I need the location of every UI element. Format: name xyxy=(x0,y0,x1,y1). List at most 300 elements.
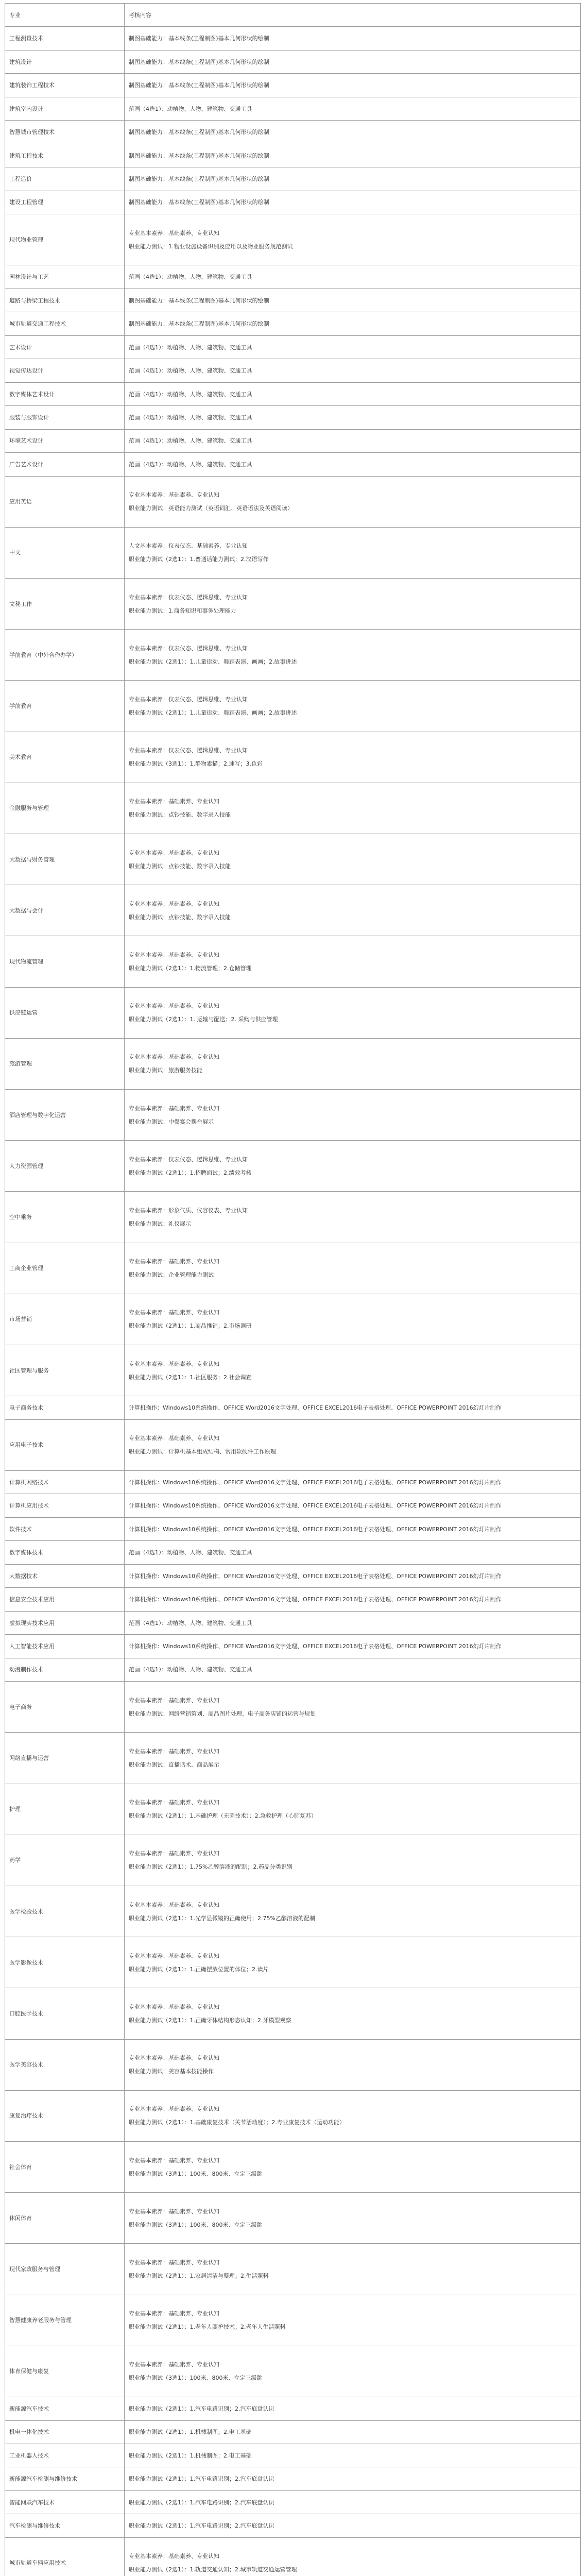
content-cell xyxy=(125,987,581,1038)
table-row xyxy=(5,2346,581,2397)
content-line: 专业基本素养：基础素养、专业认知 xyxy=(129,1054,219,1061)
content-line: 职业能力测试（2选1）：1. 运输与配送；2. 采购与供应管理 xyxy=(129,1016,278,1023)
table-row xyxy=(5,2397,581,2420)
major-cell: 软件技术 xyxy=(5,1517,125,1540)
table-row xyxy=(5,265,581,289)
content-line: 职业能力测试（2选1）：1.正确摆放位置的体位；2.读片 xyxy=(129,1965,269,1973)
major-cell: 社会体育 xyxy=(5,2142,125,2193)
table-row xyxy=(5,2142,581,2193)
major-cell: 体育保健与康复 xyxy=(5,2346,125,2397)
content-line: 人文基本素养：仪表仪态、基础素养、专业认知 xyxy=(129,543,248,550)
content-line: 职业能力测试：礼仪展示 xyxy=(129,1221,191,1228)
major-cell: 服装与服饰设计 xyxy=(5,406,125,429)
table-row xyxy=(5,359,581,382)
table-row xyxy=(5,453,581,476)
major-cell: 学前教育 xyxy=(5,681,125,732)
table-row xyxy=(5,1784,581,1835)
content-cell xyxy=(125,1611,581,1634)
content-cell xyxy=(125,1294,581,1345)
major-cell: 环境艺术设计 xyxy=(5,429,125,452)
major-cell: 现代物流管理 xyxy=(5,936,125,987)
table-row xyxy=(5,936,581,987)
major-cell: 大数据与财务管理 xyxy=(5,834,125,885)
table-row xyxy=(5,1141,581,1192)
table-row xyxy=(5,1038,581,1089)
table-row xyxy=(5,1937,581,1988)
content-line: 专业基本素养：基础素养、专业认知 xyxy=(129,2157,219,2164)
table-row xyxy=(5,987,581,1038)
content-cell xyxy=(125,429,581,452)
content-cell xyxy=(125,681,581,732)
content-cell xyxy=(125,1419,581,1470)
content-line: 职业能力测试（2选1）：1.商品推销；2.市场调研 xyxy=(129,1323,252,1330)
content-line: 职业能力测试：计算机基本组成结构、常用软硬件工作原理 xyxy=(129,1448,276,1455)
table-row xyxy=(5,289,581,312)
content-cell xyxy=(125,2346,581,2397)
content-cell xyxy=(125,834,581,885)
content-line: 计算机操作：Windows10系统操作、OFFICE Word2016文字处理、OFFICE EXCEL2016电子表格处理、OFFICE POWERPOINT 2016幻灯片制作 xyxy=(129,1404,502,1412)
content-line: 职业能力测试（2选1）：1.招聘面试；2.绩效考核 xyxy=(129,1169,252,1176)
content-line: 职业能力测试（2选1）：1.普通话能力测试；2.汉语写作 xyxy=(129,556,269,563)
table-row xyxy=(5,834,581,885)
content-line: 职业能力测试：1.商务知识和事务处理能力 xyxy=(129,607,236,614)
table-row xyxy=(5,2444,581,2467)
table-row xyxy=(5,2244,581,2295)
content-cell xyxy=(125,885,581,936)
content-line: 职业能力测试：美容基本技能操作 xyxy=(129,2068,214,2075)
content-line: 专业基本素养：基础素养、专业认知 xyxy=(129,2259,219,2266)
table-body xyxy=(5,4,581,2576)
content-line: 职业能力测试：旅游服务技能 xyxy=(129,1067,202,1074)
table-row xyxy=(5,1494,581,1517)
table-row xyxy=(5,2514,581,2537)
content-cell xyxy=(125,335,581,359)
content-line: 范画（4选1）：动植物、人物、建筑物、交通工具 xyxy=(129,437,252,445)
table-row xyxy=(5,1470,581,1494)
content-line: 专业基本素养：基础素养、专业认知 xyxy=(129,1952,219,1959)
major-cell: 数字媒体艺术设计 xyxy=(5,382,125,405)
content-cell xyxy=(125,579,581,630)
content-line: 范画（4选1）：动植物、人物、建筑物、交通工具 xyxy=(129,105,252,112)
major-cell: 智能网联汽车技术 xyxy=(5,2490,125,2514)
content-cell xyxy=(125,1635,581,1658)
content-line: 范画（4选1）：动植物、人物、建筑物、交通工具 xyxy=(129,274,252,281)
content-line: 专业基本素养：仪表仪态、逻辑思维、专业认知 xyxy=(129,747,248,754)
content-cell xyxy=(125,1682,581,1733)
content-line: 专业基本素养：基础素养、专业认知 xyxy=(129,1258,219,1265)
content-line: 专业基本素养：基础素养、专业认知 xyxy=(129,2310,219,2317)
major-cell: 建筑设计 xyxy=(5,50,125,73)
major-cell: 城市轨道车辆应用技术 xyxy=(5,2537,125,2576)
table-row xyxy=(5,1396,581,1419)
table-row xyxy=(5,1090,581,1141)
content-line: 专业基本素养：基础素养、专业认知 xyxy=(129,900,219,907)
content-line: 职业能力测试（2选1）：1.正确牙体结构形态认知；2.牙模型观察 xyxy=(129,2017,291,2024)
content-line: 职业能力测试（2选1）：1.儿童律动、舞蹈表演、画画；2.故事讲述 xyxy=(129,658,297,665)
content-cell xyxy=(125,1141,581,1192)
table-row xyxy=(5,2537,581,2576)
major-cell: 学前教育（中外合作办学） xyxy=(5,630,125,681)
content-cell xyxy=(125,1243,581,1294)
major-cell: 城市轨道交通工程技术 xyxy=(5,312,125,335)
major-cell: 网络直播与运营 xyxy=(5,1733,125,1784)
content-line: 职业能力测试（2选1）：1.光学显微镜的正确使用；2.75%乙醇溶液的配制 xyxy=(129,1914,315,1922)
major-cell: 应用电子技术 xyxy=(5,1419,125,1470)
major-cell: 机电一体化技术 xyxy=(5,2420,125,2444)
content-cell xyxy=(125,1564,581,1587)
table-row xyxy=(5,2467,581,2490)
content-line: 专业基本素养：基础素养、专业认知 xyxy=(129,1309,219,1316)
content-cell xyxy=(125,2444,581,2467)
content-cell xyxy=(125,1345,581,1396)
content-line: 范画（4选1）：动植物、人物、建筑物、交通工具 xyxy=(129,367,252,375)
content-cell xyxy=(125,74,581,97)
content-line: 制图基础能力：基本线条(工程制图)基本几何形状的绘制 xyxy=(129,152,269,159)
table-row xyxy=(5,527,581,578)
table-row xyxy=(5,1419,581,1470)
content-cell xyxy=(125,1658,581,1681)
content-line: 专业基本素养：基础素养、专业认知 xyxy=(129,1697,219,1704)
content-line: 专业基本素养：形象气质、仪容仪表、专业认知 xyxy=(129,1207,248,1214)
major-cell: 动漫制作技术 xyxy=(5,1658,125,1681)
content-line: 专业基本素养：基础素养、专业认知 xyxy=(129,1003,219,1010)
content-cell xyxy=(125,1784,581,1835)
major-cell: 虚拟现实技术应用 xyxy=(5,1611,125,1634)
content-line: 职业能力测试（2选1）：1.机械制图；2.电工基础 xyxy=(129,2452,252,2459)
content-line: 专业基本素养：基础素养、专业认知 xyxy=(129,849,219,856)
major-cell: 建筑装饰工程技术 xyxy=(5,74,125,97)
major-cell: 现代物业管理 xyxy=(5,214,125,265)
content-cell xyxy=(125,630,581,681)
content-line: 计算机操作：Windows10系统操作、OFFICE Word2016文字处理、OFFICE EXCEL2016电子表格处理、OFFICE POWERPOINT 2016幻灯片制作 xyxy=(129,1596,502,1603)
content-line: 专业基本素养：仪表仪态、逻辑思维、专业认知 xyxy=(129,594,248,601)
content-cell xyxy=(125,1470,581,1494)
content-line: 计算机操作：Windows10系统操作、OFFICE Word2016文字处理、OFFICE EXCEL2016电子表格处理、OFFICE POWERPOINT 2016幻灯片制作 xyxy=(129,1572,502,1580)
major-cell: 供应链运营 xyxy=(5,987,125,1038)
table-row xyxy=(5,1835,581,1886)
content-line: 范画（4选1）：动植物、人物、建筑物、交通工具 xyxy=(129,414,252,421)
table-row xyxy=(5,2090,581,2141)
major-cell: 建筑室内设计 xyxy=(5,97,125,120)
content-cell xyxy=(125,1090,581,1141)
content-cell xyxy=(125,50,581,73)
content-cell xyxy=(125,2514,581,2537)
content-line: 职业能力测试：点钞技能、数字录入技能 xyxy=(129,913,231,921)
table-row xyxy=(5,1658,581,1681)
content-line: 职业能力测试（2选1）：1.基础康复技术（关节活动度）；2.专业康复技术（运动功能） xyxy=(129,2119,345,2126)
major-cell: 金融服务与管理 xyxy=(5,783,125,834)
table-row xyxy=(5,406,581,429)
content-line: 职业能力测试（3选1）：1.静物素描；2.速写；3.色彩 xyxy=(129,760,263,768)
content-cell xyxy=(125,359,581,382)
content-line: 专业基本素养：基础素养、专业认知 xyxy=(129,2055,219,2062)
content-line: 职业能力测试（2选1）：1.汽车电路识别；2.汽车底盘认识 xyxy=(129,2405,274,2412)
content-line: 职业能力测试（2选1）：1.老年人照护技术；2.老年人生活照料 xyxy=(129,2324,286,2331)
content-line: 职业能力测试：英语能力测试（英语词汇、英语语法及英语阅读） xyxy=(129,505,293,512)
content-line: 职业能力测试（3选1）：100米、800米、立定三级跳 xyxy=(129,2221,263,2228)
table-row xyxy=(5,1635,581,1658)
content-line: 专业基本素养：基础素养、专业认知 xyxy=(129,1748,219,1755)
major-cell: 新能源汽车技术 xyxy=(5,2397,125,2420)
content-line: 计算机操作：Windows10系统操作、OFFICE Word2016文字处理、OFFICE EXCEL2016电子表格处理、OFFICE POWERPOINT 2016幻灯片制作 xyxy=(129,1479,502,1486)
content-cell xyxy=(125,1541,581,1564)
table-row xyxy=(5,1588,581,1611)
content-cell xyxy=(125,191,581,214)
table-row xyxy=(5,2295,581,2346)
major-cell: 社区管理与服务 xyxy=(5,1345,125,1396)
table-row xyxy=(5,1517,581,1540)
content-line: 专业基本素养：基础素养、专业认知 xyxy=(129,1799,219,1806)
content-cell xyxy=(125,732,581,783)
content-line: 职业能力测试（2选1）：1.汽车电路识别；2.汽车底盘认识 xyxy=(129,2499,274,2506)
content-line: 职业能力测试：中餐宴会摆台展示 xyxy=(129,1118,214,1125)
content-line: 专业基本素养：基础素养、专业认知 xyxy=(129,2208,219,2215)
content-cell xyxy=(125,1494,581,1517)
major-cell: 智慧城市管理技术 xyxy=(5,121,125,144)
content-line: 范画（4选1）：动植物、人物、建筑物、交通工具 xyxy=(129,1666,252,1673)
content-line: 职业能力测试（2选1）：1.汽车电路识别；2.汽车底盘认识 xyxy=(129,2522,274,2530)
major-cell: 建筑工程技术 xyxy=(5,144,125,167)
content-line: 职业能力测试：企业管理能力测试 xyxy=(129,1272,214,1279)
content-cell xyxy=(125,214,581,265)
major-cell: 大数据与会计 xyxy=(5,885,125,936)
content-cell xyxy=(125,121,581,144)
table-row xyxy=(5,1564,581,1587)
table-row xyxy=(5,1682,581,1733)
table-row xyxy=(5,1294,581,1345)
content-line: 职业能力测试（2选1）：1.75%乙醇溶液的配制；2.药品分类识别 xyxy=(129,1863,292,1871)
table-row xyxy=(5,144,581,167)
major-cell: 应用英语 xyxy=(5,476,125,527)
content-line: 范画（4选1）：动植物、人物、建筑物、交通工具 xyxy=(129,344,252,351)
major-cell: 视觉传达设计 xyxy=(5,359,125,382)
content-line: 专业基本素养：基础素养、专业认知 xyxy=(129,229,219,236)
content-line: 专业基本素养：基础素养、专业认知 xyxy=(129,492,219,499)
table-row xyxy=(5,382,581,405)
content-line: 专业基本素养：基础素养、专业认知 xyxy=(129,1850,219,1857)
exam-content-table xyxy=(5,3,581,2576)
table-row xyxy=(5,681,581,732)
content-line: 专业基本素养：基础素养、专业认知 xyxy=(129,1435,219,1442)
content-cell xyxy=(125,1886,581,1937)
table-row xyxy=(5,167,581,191)
content-cell xyxy=(125,144,581,167)
major-cell: 人工智能技术应用 xyxy=(5,1635,125,1658)
major-cell: 药学 xyxy=(5,1835,125,1886)
major-cell: 市场营销 xyxy=(5,1294,125,1345)
content-cell xyxy=(125,2244,581,2295)
major-cell: 旅游管理 xyxy=(5,1038,125,1089)
major-cell: 口腔医学技术 xyxy=(5,1988,125,2039)
major-cell: 医学检验技术 xyxy=(5,1886,125,1937)
major-cell: 人力资源管理 xyxy=(5,1141,125,1192)
content-cell xyxy=(125,2142,581,2193)
major-cell: 建设工程管理 xyxy=(5,191,125,214)
major-cell: 工业机器人技术 xyxy=(5,2444,125,2467)
table-row xyxy=(5,630,581,681)
content-cell xyxy=(125,167,581,191)
header-content: 考核内容 xyxy=(125,4,581,27)
major-cell: 大数据技术 xyxy=(5,1564,125,1587)
content-cell xyxy=(125,1988,581,2039)
major-cell: 休闲体育 xyxy=(5,2193,125,2244)
content-line: 专业基本素养：基础素养、专业认知 xyxy=(129,2106,219,2113)
content-cell xyxy=(125,265,581,289)
content-cell xyxy=(125,1588,581,1611)
content-cell xyxy=(125,476,581,527)
major-cell: 康复治疗技术 xyxy=(5,2090,125,2141)
content-cell xyxy=(125,27,581,50)
content-line: 范画（4选1）：动植物、人物、建筑物、交通工具 xyxy=(129,1549,252,1556)
table-header-row xyxy=(5,4,581,27)
content-line: 职业能力测试：点钞技能、数字录入技能 xyxy=(129,862,231,870)
major-cell: 汽车检测与维修技术 xyxy=(5,2514,125,2537)
table-row xyxy=(5,335,581,359)
header-major: 专业 xyxy=(5,4,125,27)
content-line: 职业能力测试（2选1）：1.社区服务；2.社会调查 xyxy=(129,1374,252,1381)
content-line: 职业能力测试（2选1）：1.机械制图；2.电工基础 xyxy=(129,2429,252,2436)
table-row xyxy=(5,783,581,834)
content-line: 专业基本素养：基础素养、专业认知 xyxy=(129,2553,219,2560)
content-cell xyxy=(125,2090,581,2141)
content-line: 专业基本素养：基础素养、专业认知 xyxy=(129,2361,219,2368)
content-line: 专业基本素养：基础素养、专业认知 xyxy=(129,1105,219,1112)
table-row xyxy=(5,732,581,783)
table-row xyxy=(5,214,581,265)
content-line: 专业基本素养：仪表仪态、逻辑思维、专业认知 xyxy=(129,1156,248,1163)
major-cell: 电子商务 xyxy=(5,1682,125,1733)
table-row xyxy=(5,1886,581,1937)
table-row xyxy=(5,1733,581,1784)
content-line: 职业能力测试：点钞技能、数字录入技能 xyxy=(129,811,231,819)
table-row xyxy=(5,191,581,214)
content-line: 范画（4选1）：动植物、人物、建筑物、交通工具 xyxy=(129,1619,252,1626)
content-cell xyxy=(125,527,581,578)
content-line: 职业能力测试（2选1）：1.家居清洁与整理；2.生活照料 xyxy=(129,2273,269,2280)
content-cell xyxy=(125,2490,581,2514)
content-cell xyxy=(125,2039,581,2090)
content-line: 范画（4选1）：动植物、人物、建筑物、交通工具 xyxy=(129,461,252,468)
table-row xyxy=(5,476,581,527)
content-line: 职业能力测试（2选1）：1.儿童律动、舞蹈表演、画画；2.故事讲述 xyxy=(129,709,297,717)
table-row xyxy=(5,97,581,120)
table-row xyxy=(5,312,581,335)
major-cell: 医学影像技术 xyxy=(5,1937,125,1988)
major-cell: 中文 xyxy=(5,527,125,578)
table-row xyxy=(5,579,581,630)
table-row xyxy=(5,1345,581,1396)
content-line: 制图基础能力：基本线条(工程制图)基本几何形状的绘制 xyxy=(129,58,269,65)
table-row xyxy=(5,1611,581,1634)
content-cell xyxy=(125,312,581,335)
content-line: 计算机操作：Windows10系统操作、OFFICE Word2016文字处理、OFFICE EXCEL2016电子表格处理、OFFICE POWERPOINT 2016幻灯片制作 xyxy=(129,1502,502,1510)
content-line: 专业基本素养：基础素养、专业认知 xyxy=(129,952,219,959)
content-line: 制图基础能力：基本线条(工程制图)基本几何形状的绘制 xyxy=(129,82,269,89)
major-cell: 数字媒体技术 xyxy=(5,1541,125,1564)
content-line: 职业能力测试（2选1）：1.物流管理；2.仓储管理 xyxy=(129,965,252,972)
content-cell xyxy=(125,289,581,312)
major-cell: 道路与桥梁工程技术 xyxy=(5,289,125,312)
content-line: 专业基本素养：基础素养、专业认知 xyxy=(129,2004,219,2010)
table-row xyxy=(5,2039,581,2090)
content-cell xyxy=(125,406,581,429)
major-cell: 医学美容技术 xyxy=(5,2039,125,2090)
table-row xyxy=(5,2193,581,2244)
major-cell: 广告艺术设计 xyxy=(5,453,125,476)
content-cell xyxy=(125,1396,581,1419)
table-row xyxy=(5,74,581,97)
content-line: 制图基础能力：基本线条(工程制图)基本几何形状的绘制 xyxy=(129,199,269,206)
major-cell: 美术教育 xyxy=(5,732,125,783)
content-line: 职业能力测试（2选1）：1.汽车电路识别；2.汽车底盘认识 xyxy=(129,2476,274,2483)
content-cell xyxy=(125,2420,581,2444)
major-cell: 文秘工作 xyxy=(5,579,125,630)
table-row xyxy=(5,1988,581,2039)
table-row xyxy=(5,50,581,73)
content-line: 职业能力测试（2选1）：1.轨道交通认知；2.城市轨道交通运营管理 xyxy=(129,2566,297,2573)
major-cell: 新能源汽车检测与维修技术 xyxy=(5,2467,125,2490)
content-line: 专业基本素养：基础素养、专业认知 xyxy=(129,1901,219,1908)
major-cell: 信息安全技术应用 xyxy=(5,1588,125,1611)
content-line: 计算机操作：Windows10系统操作、OFFICE Word2016文字处理、OFFICE EXCEL2016电子表格处理、OFFICE POWERPOINT 2016幻灯片制作 xyxy=(129,1642,502,1650)
major-cell: 空中乘务 xyxy=(5,1192,125,1243)
content-line: 职业能力测试：直播话术、商品展示 xyxy=(129,1761,219,1768)
major-cell: 园林设计与工艺 xyxy=(5,265,125,289)
content-line: 范画（4选1）：动植物、人物、建筑物、交通工具 xyxy=(129,391,252,398)
content-cell xyxy=(125,1192,581,1243)
major-cell: 工商企业管理 xyxy=(5,1243,125,1294)
table-row xyxy=(5,429,581,452)
table-row xyxy=(5,27,581,50)
content-line: 制图基础能力：基本线条(工程制图)基本几何形状的绘制 xyxy=(129,129,269,136)
content-cell xyxy=(125,936,581,987)
content-cell xyxy=(125,1038,581,1089)
content-line: 专业基本素养：基础素养、专业认知 xyxy=(129,1360,219,1367)
content-line: 计算机操作：Windows10系统操作、OFFICE Word2016文字处理、OFFICE EXCEL2016电子表格处理、OFFICE POWERPOINT 2016幻灯片制作 xyxy=(129,1526,502,1533)
major-cell: 工程测量技术 xyxy=(5,27,125,50)
table-row xyxy=(5,1541,581,1564)
content-line: 专业基本素养：仪表仪态、逻辑思维、专业认知 xyxy=(129,696,248,703)
content-line: 制图基础能力：基本线条(工程制图)基本几何形状的绘制 xyxy=(129,297,269,304)
content-cell xyxy=(125,1937,581,1988)
major-cell: 护理 xyxy=(5,1784,125,1835)
content-cell xyxy=(125,1733,581,1784)
content-cell xyxy=(125,453,581,476)
content-cell xyxy=(125,2537,581,2576)
content-line: 制图基础能力：基本线条(工程制图)基本几何形状的绘制 xyxy=(129,320,269,328)
content-line: 职业能力测试（3选1）：100米、800米、立定三级跳 xyxy=(129,2375,263,2382)
content-cell xyxy=(125,1835,581,1886)
content-cell xyxy=(125,783,581,834)
major-cell: 计算机网络技术 xyxy=(5,1470,125,1494)
major-cell: 艺术设计 xyxy=(5,335,125,359)
major-cell: 计算机应用技术 xyxy=(5,1494,125,1517)
table-row xyxy=(5,2420,581,2444)
content-line: 制图基础能力：基本线条(工程制图)基本几何形状的绘制 xyxy=(129,176,269,183)
content-cell xyxy=(125,2397,581,2420)
table-row xyxy=(5,885,581,936)
table-row xyxy=(5,2490,581,2514)
content-cell xyxy=(125,97,581,120)
content-line: 制图基础能力：基本线条(工程制图)基本几何形状的绘制 xyxy=(129,35,269,42)
content-cell xyxy=(125,2193,581,2244)
table-row xyxy=(5,1243,581,1294)
major-cell: 电子商务技术 xyxy=(5,1396,125,1419)
content-cell xyxy=(125,1517,581,1540)
content-line: 职业能力测试：网络营销策划、商品图片处理、电子商务店铺的运营与规划 xyxy=(129,1710,316,1717)
major-cell: 酒店管理与数字化运营 xyxy=(5,1090,125,1141)
table-row xyxy=(5,1192,581,1243)
